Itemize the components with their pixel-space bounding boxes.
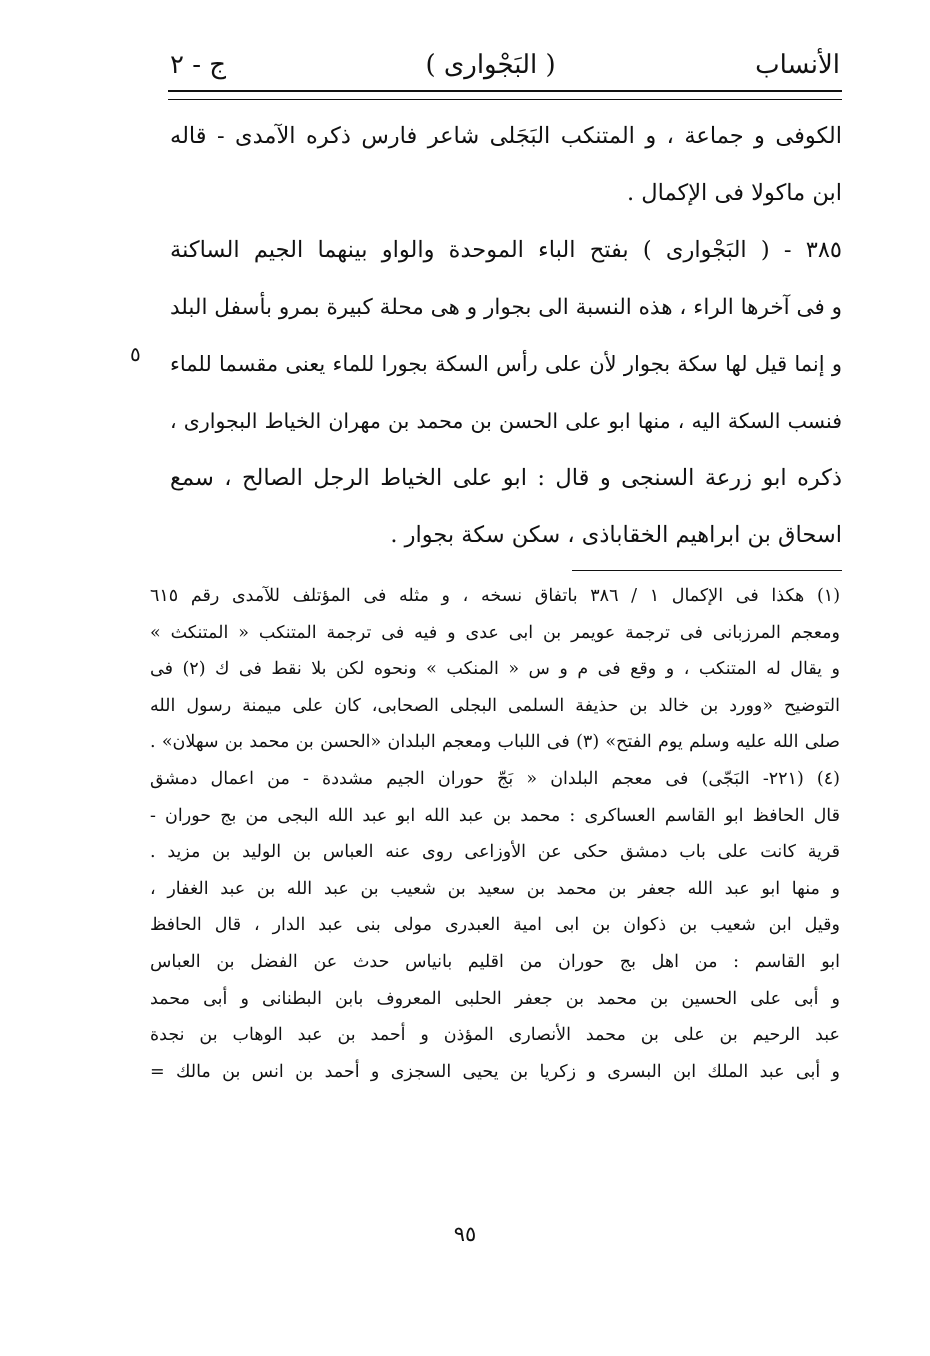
footnote-line: عبد الرحیم بن علی بن محمد الأنصاری المؤذن و أحمد بن عبد الوهاب بن نجدة — [150, 1025, 840, 1046]
footnote-separator — [572, 570, 842, 571]
footnote-line: (١) هکذا فی الإکمال ١ / ٣٨٦ باتفاق نسخه ، و مثله فی المؤتلف للآمدی رقم ٦١٥ — [150, 586, 840, 606]
footnote-line: و أبی علی الحسین بن محمد بن جعفر الحلبی المعروف بابن البطنانی و أبی محمد — [150, 988, 840, 1009]
page-number: ٩٥ — [453, 1222, 477, 1246]
main-text-line: ذکره ابو زرعة السنجی و قال : ابو علی الخیاط الرجل الصالح ، سمع — [170, 465, 842, 491]
footnote-line: و منها ابو عبد الله جعفر بن محمد بن سعید بن شعیب بن عبد الله بن عبد الغفار ، — [150, 878, 840, 899]
running-header — [170, 42, 840, 88]
main-text-line: اسحاق بن ابراهیم الخقاباذی ، سکن سکة بجوار . — [390, 522, 842, 548]
main-text — [170, 108, 842, 564]
volume-label: ج - ٢ — [170, 50, 227, 80]
footnote-line: (٤) (٢٢١- البَجّی) فی معجم البلدان « بَجّ حوران الجیم مشددة - من اعمال دمشق — [150, 768, 840, 789]
footnote-line: و أبی عبد الملك ابن البسری و زکریا بن یحیی السجزی و أحمد بن انس بن مالك = — [150, 1061, 840, 1082]
footnote-line: قال الحافظ ابو القاسم العساکری : محمد بن عبد الله ابو عبد الله البجی من بج حوران - — [150, 805, 840, 826]
footnote-line: التوضیح «وورد بن خالد بن حذیفة السلمی البجلی الصحابی، کان علی میمنة رسول الله — [150, 695, 840, 716]
main-text-line: و إنما قیل لها سکة بجوار لأن علی رأس السکة بجورا للماء یعنی مقسما للماء — [170, 352, 842, 376]
main-text-line: الکوفی و جماعة ، و المتنکب البَجَلی شاعر فارس ذکره الآمدی - قاله — [170, 123, 842, 149]
footnote-line: و یقال له المتنکب ، و وقع فی م و س « المنکب » ونحوه لکن بلا نقط فی ك (٢) فی — [150, 659, 840, 680]
main-text-line: ابن ماکولا فی الإکمال . — [627, 180, 842, 206]
header-double-rule — [168, 90, 842, 100]
book-title: الأنساب — [755, 50, 840, 80]
entry-heading: ( البَجْواری ) — [425, 50, 556, 80]
footnote-line: وقیل ابن شعیب بن ذکوان بن ابی امیة العبدری مولی بنی عبد الدار ، قال الحافظ — [150, 915, 840, 936]
margin-line-number: ٥ — [130, 342, 141, 366]
footnotes — [150, 578, 840, 1090]
footnote-line: ومعجم المرزبانی فی ترجمة عویمر بن ابی عدی و فیه فی ترجمة المتنکب « المتنکث » — [150, 622, 840, 643]
footnote-line: ابو القاسم : من اهل بج حوران من اقلیم بانیاس حدث عن الفضل بن العباس — [150, 951, 840, 972]
footnote-line: صلی الله علیه وسلم یوم الفتح» (٣) فی اللباب ومعجم البلدان «الحسن بن محمد بن سهلان» . — [150, 732, 840, 753]
footnote-line: قریة کانت علی باب دمشق حکی عن الأوزاعی روی عنه العباس بن الولید بن مزید . — [150, 842, 840, 863]
main-text-line: ٣٨٥ - ( البَجْواری ) بفتح الباء الموحدة والواو بینهما الجیم الساکنة — [170, 237, 842, 263]
main-text-line: فنسب السکة الیه ، منها ابو علی الحسن بن محمد بن مهران الخیاط البجواری ، — [170, 409, 842, 433]
main-text-line: و فی آخرها الراء ، هذه النسبة الی بجوار و هی محلة کبیرة بمرو بأسفل البلد — [170, 295, 842, 320]
